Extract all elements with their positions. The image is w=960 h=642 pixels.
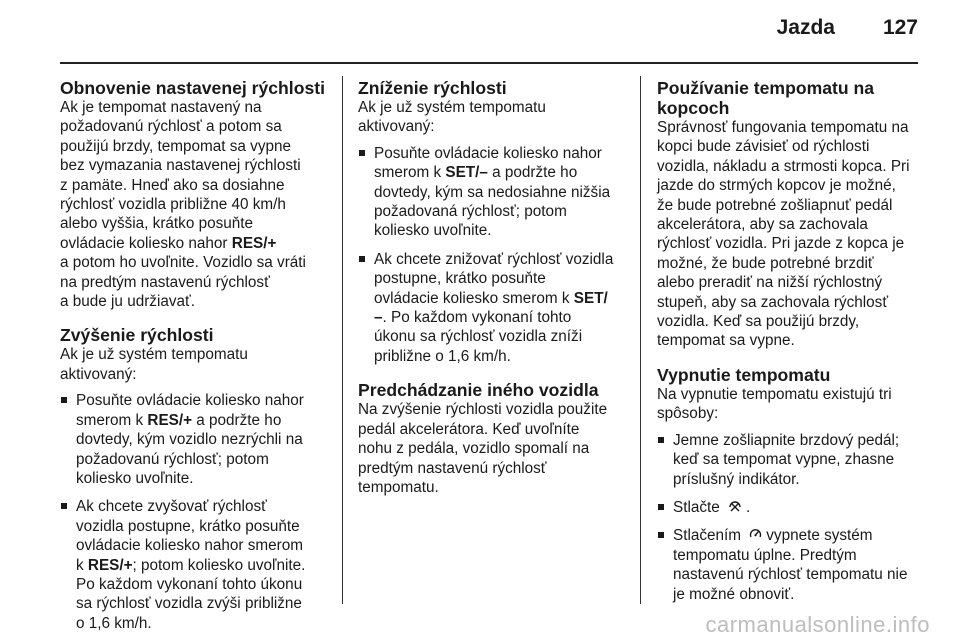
text-line: alebo vyššia, krátko posuňte (60, 215, 254, 233)
text-line: pedál akcelerátora. Keď uvoľníte (358, 420, 580, 438)
text-line: koliesko uvoľnite. (76, 469, 194, 487)
list-item (60, 391, 330, 488)
text-line: ovládacie koliesko nahor smerom (76, 537, 304, 555)
text-line: a bude ju udržiavať. (60, 293, 195, 311)
column-2 (358, 78, 630, 497)
text-line: nohu z pedála, vozidlo spomalí na (358, 440, 590, 458)
text-line: akcelerátora, aby sa zachovala (657, 216, 868, 234)
text-line: Po každom vykonaní tohto úkonu (76, 575, 303, 593)
text-line: a potom ho uvoľnite. Vozidlo sa vráti (60, 254, 306, 272)
text-line: a podržte ho (192, 411, 282, 429)
list-item (657, 498, 927, 517)
text-line: Na zvýšenie rýchlosti vozidla použite (358, 401, 608, 419)
text-line: dovtedy, kým sa nedosiahne nižšia (374, 183, 611, 201)
bullet-marker (359, 256, 365, 262)
watermark: carmanualsonline.info (705, 612, 930, 637)
turn-off-intro (657, 385, 927, 424)
page-header (0, 16, 960, 46)
text-line: príslušný indikátor. (673, 470, 800, 488)
text-line: z pamäte. Hneď ako sa dosiahne (60, 176, 285, 194)
text-line: rýchlosť vozidla približne 40 km/h (60, 196, 286, 214)
list-item (358, 144, 630, 241)
list-item (60, 497, 330, 633)
column-divider-1 (342, 76, 343, 604)
text-line: smerom k (76, 411, 148, 429)
text-line: vozidla. Keď sa použijú brzdy, (657, 313, 860, 331)
text-line: požadovanú rýchlosť a potom sa (60, 118, 282, 136)
text-line: o 1,6 km/h. (76, 614, 152, 632)
cruise-control-icon (749, 528, 762, 541)
text-line: aktivovaný: (60, 365, 137, 383)
heading-resume-speed: Obnovenie nastavenej rýchlosti (60, 78, 325, 98)
increase-speed-intro (60, 345, 330, 384)
column-divider-2 (640, 76, 641, 604)
text-line: približne o 1,6 km/h. (374, 347, 511, 365)
text-line: že bude potrebné zošliapnuť pedál (657, 196, 893, 214)
hills-text (657, 118, 927, 351)
text-line: požadovanú rýchlosť; potom (76, 450, 269, 468)
cruise-cancel-icon (728, 501, 742, 513)
text-line: Ak chcete zvyšovať rýchlosť (76, 498, 267, 516)
text-line: je možné obnoviť. (673, 585, 795, 603)
control-label: SET/ (573, 289, 608, 307)
column-3 (657, 78, 927, 604)
text-line: Správnosť fungovania tempomatu na (657, 119, 909, 136)
text-line: vypnete systém (766, 527, 873, 545)
list-item (358, 250, 630, 366)
section-title: Jazda (776, 16, 835, 39)
text-line: koliesko uvoľnite. (374, 222, 492, 240)
control-label: RES/+ (147, 411, 193, 429)
text-line: postupne, krátko posuňte (374, 270, 546, 288)
bullet-marker (658, 532, 664, 538)
text-line: rýchlosť vozidla. Pri jazde z kopca je (657, 235, 905, 253)
text-line: Ak je tempomat nastavený na (60, 99, 262, 116)
text-line: Stlačením (673, 527, 742, 545)
text-line: Ak je už systém tempomatu (60, 346, 248, 364)
text-line: tempomatu úplne. Predtým (673, 546, 857, 564)
bullet-marker (61, 397, 67, 403)
text-line: bez vymazania nastavenej rýchlosti (60, 157, 301, 175)
list-item (657, 431, 927, 489)
resume-speed-text (60, 98, 330, 311)
text-line: dovtedy, kým vozidlo nezrýchli na (76, 431, 303, 449)
text-line: keď sa tempomat vypne, zhasne (673, 451, 895, 469)
text-line: Ak je už systém tempomatu (358, 99, 546, 116)
text-line: nastavenú rýchlosť tempomatu nie (673, 566, 908, 584)
text-line: k (76, 556, 88, 574)
text-line: . Po každom vykonaní tohto (382, 309, 572, 327)
text-line: jazde do strmých kopcov je možné, (657, 177, 896, 195)
text-line: ; potom koliesko uvoľnite. (132, 556, 306, 574)
heading-line: Používanie tempomatu na (657, 78, 875, 98)
decrease-speed-intro (358, 98, 630, 137)
text-line: na predtým nastavenú rýchlosť (60, 273, 270, 291)
text-line: . (746, 498, 751, 516)
decrease-speed-list (358, 144, 630, 366)
bullet-marker (61, 503, 67, 509)
text-line: ovládacie koliesko smerom k (374, 289, 574, 307)
heading-hills (657, 78, 927, 118)
text-line: spôsoby: (657, 405, 719, 423)
text-line: vozidla postupne, krátko posuňte (76, 517, 300, 535)
text-line: Posuňte ovládacie koliesko nahor (76, 392, 304, 410)
increase-speed-list (60, 391, 330, 633)
header-divider (60, 62, 918, 64)
text-line: smerom k (374, 164, 446, 182)
overtaking-text (358, 400, 630, 497)
heading-overtaking: Predchádzanie iného vozidla (358, 380, 599, 401)
bullet-marker (359, 150, 365, 156)
text-line: kopci bude závisieť od rýchlosti (657, 138, 870, 156)
text-line: predtým nastavenú rýchlosť (358, 459, 547, 477)
text-line: použijú brzdy, tempomat sa vypne (60, 137, 291, 155)
text-line: a podržte ho (487, 164, 578, 182)
text-line: alebo preradiť na nižší rýchlostný (657, 274, 883, 292)
control-label: RES/+ (87, 556, 133, 574)
text-line: Posuňte ovládacie koliesko nahor (374, 144, 602, 162)
text-line: sa rýchlosť vozidla zvýši približne (76, 595, 302, 613)
text-line: požadovaná rýchlosť; potom (374, 203, 567, 221)
text-line: stupeň, aby sa zachovala rýchlosť (657, 293, 889, 311)
heading-turn-off: Vypnutie tempomatu (657, 364, 831, 385)
heading-increase-speed: Zvýšenie rýchlosti (60, 325, 214, 346)
control-label: SET/– (445, 164, 488, 182)
turn-off-list (657, 431, 927, 604)
text-line: tempomat sa vypne. (657, 332, 795, 350)
text-line: ovládacie koliesko nahor (60, 234, 232, 252)
page-number: 127 (882, 16, 918, 39)
heading-line: kopcoch (657, 98, 730, 118)
control-label: – (374, 309, 383, 327)
text-line: Stlačte (673, 498, 720, 516)
text-line: aktivovaný: (358, 118, 435, 136)
text-line: Jemne zošliapnite brzdový pedál; (673, 431, 900, 449)
list-item (657, 526, 927, 604)
text-line: Na vypnutie tempomatu existujú tri (657, 385, 892, 403)
bullet-marker (658, 437, 664, 443)
control-label: RES/+ (231, 234, 277, 252)
text-line: Ak chcete znižovať rýchlosť vozidla (374, 250, 614, 268)
text-line: úkonu sa rýchlosť vozidla zníži (374, 328, 583, 346)
text-line: tempomatu. (358, 478, 439, 496)
heading-decrease-speed: Zníženie rýchlosti (358, 78, 507, 98)
bullet-marker (658, 504, 664, 510)
column-1 (60, 78, 330, 633)
text-line: vozidla, nákladu a strmosti kopca. Pri (657, 157, 910, 175)
text-line: možné, že bude potrebné brzdiť (657, 254, 874, 272)
